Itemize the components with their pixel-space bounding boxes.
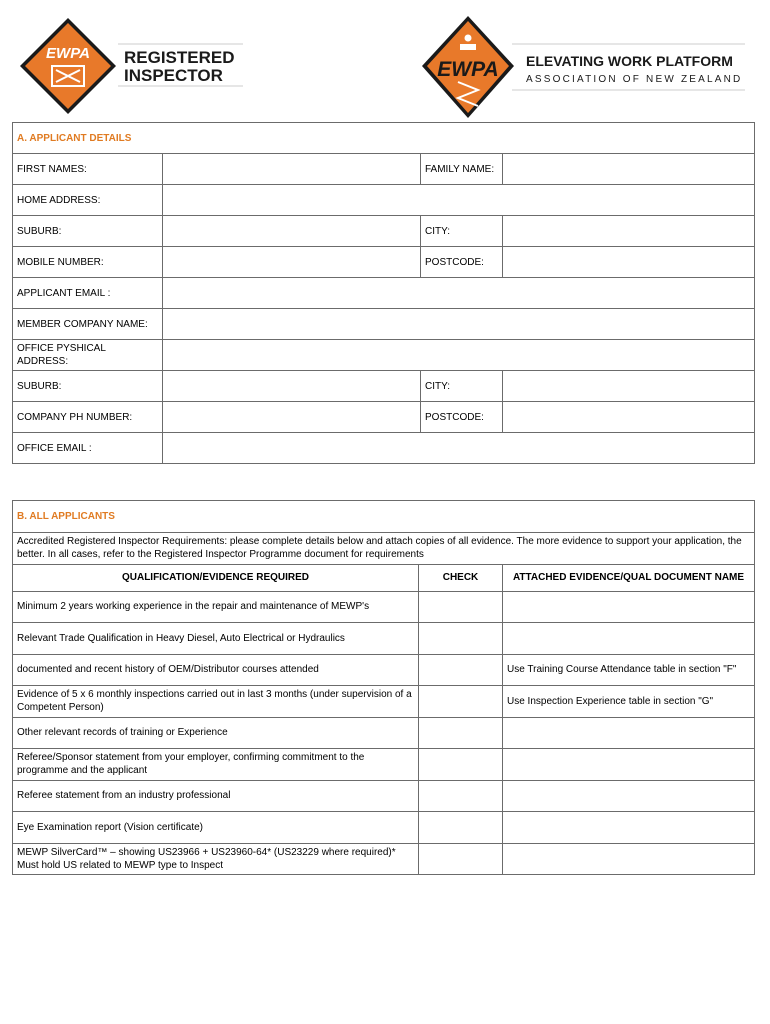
office-suburb-label: SUBURB: <box>13 371 163 402</box>
left-title-line1: REGISTERED <box>124 48 235 67</box>
requirement-text: Referee statement from an industry professional <box>13 780 419 812</box>
requirement-text: Eye Examination report (Vision certificate) <box>13 812 419 844</box>
col-qualification-header: QUALIFICATION/EVIDENCE REQUIRED <box>13 564 419 591</box>
attached-evidence-field[interactable] <box>503 749 755 781</box>
suburb-field[interactable] <box>163 216 421 247</box>
city-label: CITY: <box>421 216 503 247</box>
requirement-row <box>13 812 755 844</box>
requirement-row <box>13 623 755 655</box>
person-icon <box>465 35 472 42</box>
first-names-field[interactable] <box>163 154 421 185</box>
attached-evidence-field[interactable] <box>503 591 755 623</box>
requirement-text: Evidence of 5 x 6 monthly inspections carried out in last 3 months (under supervision of a Competent Person) <box>13 686 419 718</box>
requirement-text: Referee/Sponsor statement from your employer, confirming commitment to the programme and the applicant <box>13 749 419 781</box>
section-b-heading: B. ALL APPLICANTS <box>13 501 755 533</box>
requirement-text: Other relevant records of training or Experience <box>13 717 419 749</box>
check-cell[interactable] <box>419 654 503 686</box>
section-b-intro: Accredited Registered Inspector Requirements: please complete details below and attach copies of all evidence. The more evidence to support your application, the better. In all cases, refer to the Registered Inspector Programme document for requirements <box>13 532 755 564</box>
applicant-email-field[interactable] <box>163 278 755 309</box>
office-address-label: OFFICE PYSHICAL ADDRESS: <box>13 340 163 371</box>
ewpa-association-logo <box>420 14 750 124</box>
requirement-row <box>13 717 755 749</box>
postcode-field[interactable] <box>503 247 755 278</box>
requirement-row <box>13 591 755 623</box>
requirement-row <box>13 780 755 812</box>
postcode-label: POSTCODE: <box>421 247 503 278</box>
check-cell[interactable] <box>419 843 503 875</box>
right-logo-text: EWPA <box>437 58 499 81</box>
office-postcode-label: POSTCODE: <box>421 402 503 433</box>
suburb-label: SUBURB: <box>13 216 163 247</box>
office-address-field[interactable] <box>163 340 755 371</box>
requirement-row <box>13 843 755 875</box>
attached-evidence-field[interactable] <box>503 623 755 655</box>
registered-inspector-logo <box>18 16 248 116</box>
office-email-field[interactable] <box>163 433 755 464</box>
all-applicants-table <box>12 500 755 875</box>
attached-evidence-field[interactable]: Use Training Course Attendance table in section "F" <box>503 654 755 686</box>
home-address-field[interactable] <box>163 185 755 216</box>
attached-evidence-field[interactable]: Use Inspection Experience table in section "G" <box>503 686 755 718</box>
left-title-line2: INSPECTOR <box>124 66 223 85</box>
check-cell[interactable] <box>419 717 503 749</box>
requirement-text: Relevant Trade Qualification in Heavy Diesel, Auto Electrical or Hydraulics <box>13 623 419 655</box>
family-name-label: FAMILY NAME: <box>421 154 503 185</box>
requirement-text: MEWP SilverCard™ – showing US23966 + US23960-64* (US23229 where required)* Must hold US related to MEWP type to Inspect <box>13 843 419 875</box>
right-subtitle: ASSOCIATION OF NEW ZEALAND <box>526 74 743 85</box>
attached-evidence-field[interactable] <box>503 717 755 749</box>
section-a-heading: A. APPLICANT DETAILS <box>13 123 755 154</box>
mobile-number-field[interactable] <box>163 247 421 278</box>
company-ph-label: COMPANY PH NUMBER: <box>13 402 163 433</box>
mobile-number-label: MOBILE NUMBER: <box>13 247 163 278</box>
check-cell[interactable] <box>419 591 503 623</box>
col-attached-header: ATTACHED EVIDENCE/QUAL DOCUMENT NAME <box>503 564 755 591</box>
city-field[interactable] <box>503 216 755 247</box>
first-names-label: FIRST NAMES: <box>13 154 163 185</box>
attached-evidence-field[interactable] <box>503 812 755 844</box>
check-cell[interactable] <box>419 623 503 655</box>
home-address-label: HOME ADDRESS: <box>13 185 163 216</box>
left-logo-text: EWPA <box>46 45 90 62</box>
requirement-row <box>13 686 755 718</box>
requirement-row <box>13 749 755 781</box>
check-cell[interactable] <box>419 686 503 718</box>
col-check-header: CHECK <box>419 564 503 591</box>
right-title: ELEVATING WORK PLATFORM <box>526 53 733 69</box>
member-company-name-label: MEMBER COMPANY NAME: <box>13 309 163 340</box>
member-company-name-field[interactable] <box>163 309 755 340</box>
check-cell[interactable] <box>419 749 503 781</box>
office-suburb-field[interactable] <box>163 371 421 402</box>
requirement-row <box>13 654 755 686</box>
requirement-text: documented and recent history of OEM/Distributor courses attended <box>13 654 419 686</box>
applicant-email-label: APPLICANT EMAIL : <box>13 278 163 309</box>
company-ph-field[interactable] <box>163 402 421 433</box>
check-cell[interactable] <box>419 780 503 812</box>
attached-evidence-field[interactable] <box>503 780 755 812</box>
attached-evidence-field[interactable] <box>503 843 755 875</box>
family-name-field[interactable] <box>503 154 755 185</box>
office-email-label: OFFICE EMAIL : <box>13 433 163 464</box>
office-city-label: CITY: <box>421 371 503 402</box>
office-postcode-field[interactable] <box>503 402 755 433</box>
check-cell[interactable] <box>419 812 503 844</box>
office-city-field[interactable] <box>503 371 755 402</box>
applicant-details-table <box>12 122 755 464</box>
requirement-text: Minimum 2 years working experience in the repair and maintenance of MEWP's <box>13 591 419 623</box>
